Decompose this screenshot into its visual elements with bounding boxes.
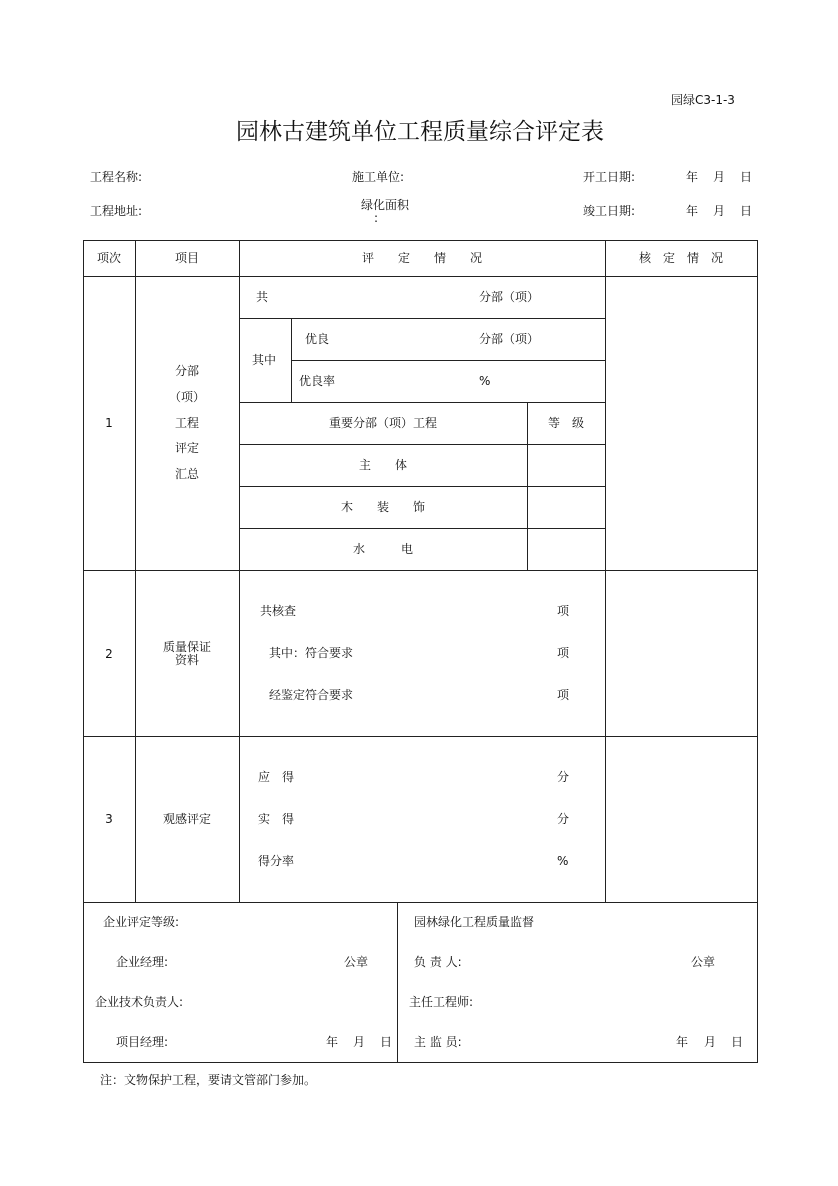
item-label: （项） [168, 390, 206, 404]
page-title: 园林古建筑单位工程质量综合评定表 [236, 119, 604, 145]
unit-label: 项 [557, 688, 570, 702]
actual-label: 实 得 [258, 812, 295, 826]
contractor-label: 施工单位: [352, 170, 405, 184]
percent-label: % [479, 374, 491, 388]
col-evaluation: 评 定 情 况 [361, 251, 483, 265]
green-area-colon: : [374, 211, 379, 225]
project-address-label: 工程地址: [90, 204, 143, 218]
supervision-label: 园林绿化工程质量监督 [414, 915, 535, 929]
tech-lead-label: 企业技术负责人: [95, 995, 184, 1009]
chief-engineer-label: 主任工程师: [409, 995, 474, 1009]
subsection-row: 主 体 [358, 458, 408, 472]
form-code: 园绿C3-1-3 [671, 93, 735, 107]
unit-label: 分 [557, 812, 570, 826]
item-label: 分部 [174, 364, 200, 378]
project-name-label: 工程名称: [90, 170, 143, 184]
completion-date-label: 竣工日期: [583, 204, 636, 218]
year-label: 年 [326, 1035, 339, 1049]
day-label: 日 [380, 1035, 393, 1049]
col-item: 项目 [174, 251, 200, 265]
unit-label: 分 [557, 770, 570, 784]
day-label: 日 [740, 204, 753, 218]
grade-label: 等 级 [547, 416, 585, 430]
item-label: 汇总 [174, 467, 200, 481]
year-label: 年 [686, 204, 699, 218]
seal-label: 公章 [691, 955, 716, 969]
score-rate-label: 得分率 [258, 854, 295, 868]
footnote: 注：文物保护工程，要请文管部门参加。 [100, 1073, 317, 1087]
row-index: 2 [105, 647, 113, 661]
responsible-label: 负 责 人: [414, 955, 462, 969]
item-label: 评定 [174, 441, 200, 455]
row-index: 3 [105, 812, 113, 826]
excellent-label: 优良 [305, 332, 330, 346]
col-index: 项次 [96, 251, 122, 265]
item-label: 质量保证 [162, 640, 212, 654]
percent-label: % [557, 854, 569, 868]
year-label: 年 [676, 1035, 689, 1049]
unit-label: 分部（项） [479, 332, 540, 346]
unit-label: 分部（项） [479, 290, 540, 304]
enterprise-manager-label: 企业经理: [116, 955, 169, 969]
day-label: 日 [731, 1035, 744, 1049]
month-label: 月 [704, 1035, 717, 1049]
row-index: 1 [105, 416, 113, 430]
month-label: 月 [713, 170, 726, 184]
appraised-ok-label: 经鉴定符合要求 [269, 688, 354, 702]
project-manager-label: 项目经理: [116, 1035, 169, 1049]
subsection-row: 水 电 [352, 542, 414, 556]
day-label: 日 [740, 170, 753, 184]
important-label: 重要分部（项）工程 [328, 416, 438, 430]
start-date-label: 开工日期: [583, 170, 636, 184]
item-label: 观感评定 [162, 812, 212, 826]
supervisor-label: 主 监 员: [414, 1035, 462, 1049]
checked-label: 共核查 [260, 604, 297, 618]
month-label: 月 [353, 1035, 366, 1049]
month-label: 月 [713, 204, 726, 218]
unit-label: 项 [557, 604, 570, 618]
item-label: 资料 [174, 653, 200, 667]
subsection-row: 木 装 饰 [340, 500, 426, 514]
total-label: 共 [256, 290, 269, 304]
green-area-label: 绿化面积 [361, 198, 410, 212]
enterprise-grade-label: 企业评定等级: [103, 915, 180, 929]
unit-label: 项 [557, 646, 570, 660]
of-which-label: 其中 [252, 353, 277, 367]
col-verification: 核 定 情 况 [638, 251, 724, 265]
of-which-ok-label: 其中：符合要求 [269, 646, 354, 660]
year-label: 年 [686, 170, 699, 184]
seal-label: 公章 [344, 955, 369, 969]
item-label: 工程 [174, 416, 200, 430]
expected-label: 应 得 [258, 770, 295, 784]
excellent-rate-label: 优良率 [299, 374, 336, 388]
